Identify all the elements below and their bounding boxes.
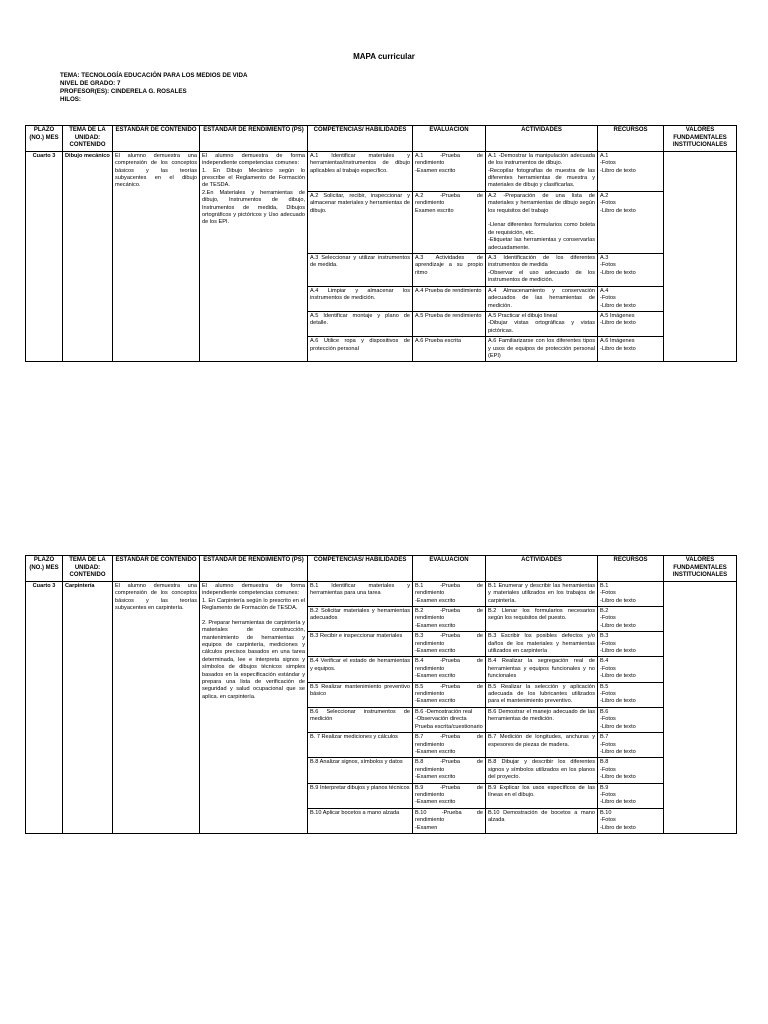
cell-recursos: A.1 -Fotos -Libro de texto xyxy=(598,151,664,191)
document-title: MAPA curricular xyxy=(353,52,415,61)
cell-actividades: B.5 Realizar la selección y aplicación adecuada de los lubricantes utilizados para el mantenimiento preventivo. xyxy=(486,682,598,707)
cell-valores xyxy=(664,151,737,362)
cell-evaluacion: B.2 -Prueba de rendimiento -Examen escrito xyxy=(413,607,486,632)
cell-actividades: A.3 Identificación de los diferentes instrumentos de medida -Observar el uso adecuado de los instrumentos de medición. xyxy=(486,254,598,287)
cell-evaluacion: A.1 -Prueba de rendimiento -Examen escrito xyxy=(413,151,486,191)
col-header-estandar-rendimiento: ESTÁNDAR DE RENDIMIENTO (PS) xyxy=(200,126,308,152)
col-header-estandar-contenido: ESTÁNDAR DE CONTENIDO xyxy=(113,556,200,582)
cell-evaluacion: B.3 -Prueba de rendimiento -Examen escrito xyxy=(413,632,486,657)
cell-tema: Dibujo mecánico xyxy=(63,151,113,362)
cell-evaluacion: B.10 -Prueba de rendimiento -Examen xyxy=(413,808,486,833)
table-header-row xyxy=(26,556,737,582)
cell-recursos: B.9 -Fotos -Libro de texto xyxy=(598,783,664,808)
cell-recursos: B.5 -Fotos -Libro de texto xyxy=(598,682,664,707)
header-nivel: NIVEL DE GRADO: 7 xyxy=(60,80,121,87)
cell-actividades: A.4 Almacenamiento y conservación adecuados de las herramientas de medición. xyxy=(486,286,598,311)
cell-evaluacion: B.5 -Prueba de rendimiento -Examen escrito xyxy=(413,682,486,707)
cell-actividades: B.4 Realizar la segregación real de herramientas y equipos funcionales y no funcionales xyxy=(486,657,598,682)
cell-competencia: B.5 Realizar mantenimiento preventivo básico xyxy=(308,682,413,707)
table-body xyxy=(26,581,737,833)
cell-evaluacion: B.6 -Demostración real -Observación directa Prueba escrita/cuestionario xyxy=(413,707,486,732)
cell-recursos: B.8 -Fotos -Libro de texto xyxy=(598,758,664,783)
document-header xyxy=(60,72,247,104)
header-hilos: HILOS: xyxy=(60,96,81,103)
cell-plazo: Cuarto 3 xyxy=(26,151,63,362)
col-header-actividades: ACTIVIDADES xyxy=(486,556,598,582)
cell-competencia: B.4 Verificar el estado de herramientas y equipos. xyxy=(308,657,413,682)
col-header-actividades: ACTIVIDADES xyxy=(486,126,598,152)
col-header-tema: TEMA DE LA UNIDAD: CONTENIDO xyxy=(63,126,113,152)
cell-actividades: B.2 Llenar los formularios necesarios según los requisitos del puesto. xyxy=(486,607,598,632)
table-row xyxy=(26,151,737,191)
cell-actividades: B.6 Demostrar el manejo adecuado de las herramientas de medición. xyxy=(486,707,598,732)
col-header-plazo: PLAZO (NO.) MES xyxy=(26,556,63,582)
cell-evaluacion: B.7 -Prueba de rendimiento -Examen escrito xyxy=(413,733,486,758)
col-header-competencias: COMPETENCIAS/ HABILIDADES xyxy=(308,126,413,152)
cell-competencia: B.1 Identificar materiales y herramientas para una tarea xyxy=(308,581,413,606)
col-header-valores: VALORES FUNDAMENTALES INSTITUCIONALES xyxy=(664,556,737,582)
cell-actividades: A.1 -Demostrar la manipulación adecuada de los instrumentos de dibujo. -Recopilar fotografías de muestra de las diferentes herramientas de muestra y materiales de dibujo y clasificarlas. xyxy=(486,151,598,191)
cell-evaluacion: A.6 Prueba escrita xyxy=(413,337,486,362)
cell-actividades: A.5 Practicar el dibujo lineal -Dibujar vistas ortográficas y vistas pictóricas. xyxy=(486,311,598,336)
cell-competencia: A.5 Identificar montaje y plano de detalle. xyxy=(308,311,413,336)
cell-estandar-contenido: El alumno demuestra una comprensión de los conceptos básicos y las teorías subyacentes en el dibujo mecánico. xyxy=(113,151,200,362)
cell-actividades: B.10 Demostración de bocetos a mano alzada xyxy=(486,808,598,833)
cell-competencia: B.10 Aplicar bocetos a mano alzada xyxy=(308,808,413,833)
cell-actividades: B.9 Explicar los usos específicos de las líneas en el dibujo. xyxy=(486,783,598,808)
cell-evaluacion: A.2 -Prueba de rendimiento Examen escrito xyxy=(413,191,486,253)
cell-competencia: A.1 Identificar materiales y herramientas/instrumentos de dibujo aplicables al trabajo específico. xyxy=(308,151,413,191)
cell-competencia: A.6 Utilice ropa y dispositivos de protección personal xyxy=(308,337,413,362)
cell-evaluacion: A.4 Prueba de rendimiento xyxy=(413,286,486,311)
cell-actividades: A.6 Familiarizarse con los diferentes tipos y usos de equipos de protección personal (EPI) xyxy=(486,337,598,362)
cell-recursos: B.4 -Fotos -Libro de texto xyxy=(598,657,664,682)
cell-recursos: A.6 Imágenes -Libro de texto xyxy=(598,337,664,362)
cell-plazo: Cuarto 3 xyxy=(26,581,63,833)
cell-recursos: B.6 -Fotos -Libro de texto xyxy=(598,707,664,732)
col-header-competencias: COMPETENCIAS/ HABILIDADES xyxy=(308,556,413,582)
cell-competencia: B.3 Recibir e inspeccionar materiales xyxy=(308,632,413,657)
cell-actividades: B.3 Escribir los posibles defectos y/o daños de los materiales y herramientas utilizados en carpintería xyxy=(486,632,598,657)
header-tema: TEMA: TECNOLOGÍA EDUCACIÓN PARA LOS MEDIOS DE VIDA xyxy=(60,72,248,79)
cell-actividades: A.2 -Preparación de una lista de materiales y herramientas de dibujo según los requisitos del trabajo -Llenar diferentes formularios como boleta de requisición, etc. -Etiquetar las herramientas y conservarlas adecuadamente. xyxy=(486,191,598,253)
curriculum-table-dibujo xyxy=(25,125,737,362)
cell-evaluacion: A.5 Prueba de rendimiento xyxy=(413,311,486,336)
cell-estandar-contenido: El alumno demuestra una comprensión de los conceptos básicos y las teorías subyacentes en carpintería. xyxy=(113,581,200,833)
cell-estandar-rendimiento: El alumno demuestra de forma independiente competencias comunes: 1. En Dibujo Mecánico según lo prescribe el Reglamento de Formación de TESDA. 2.En Materiales y herramientas de dibujo, Instrumentos de dibujo, Instrumentos de medida, Dibujos ortográficos y pictóricos y Uso adecuado de los EPI. xyxy=(200,151,308,362)
col-header-evaluacion: EVALUACIÓN xyxy=(413,126,486,152)
cell-evaluacion: B.1 -Prueba de rendimiento -Examen escrito xyxy=(413,581,486,606)
cell-recursos: B.1 -Fotos -Libro de texto xyxy=(598,581,664,606)
col-header-estandar-contenido: ESTÁNDAR DE CONTENIDO xyxy=(113,126,200,152)
table-header-row xyxy=(26,126,737,152)
cell-competencia: B.6 Seleccionar instrumentos de medición xyxy=(308,707,413,732)
cell-actividades: B.1 Enumerar y describir las herramientas y materiales utilizados en los trabajos de carpintería. xyxy=(486,581,598,606)
curriculum-table-carpinteria xyxy=(25,555,737,834)
col-header-evaluacion: EVALUACIÓN xyxy=(413,556,486,582)
cell-competencia: B.9 Interpretar dibujos y planos técnicos xyxy=(308,783,413,808)
cell-recursos: A.5 Imágenes -Libro de texto xyxy=(598,311,664,336)
cell-competencia: B. 7 Realizar mediciones y cálculos xyxy=(308,733,413,758)
cell-valores xyxy=(664,581,737,833)
cell-competencia: A.2 Solicitar, recibir, inspeccionar y almacenar materiales y herramientas de dibujo. xyxy=(308,191,413,253)
cell-recursos: B.10 -Fotos -Libro de texto xyxy=(598,808,664,833)
cell-actividades: B.8 Dibujar y describir los diferentes signos y símbolos utilizados en los planos del proyecto. xyxy=(486,758,598,783)
cell-tema: Carpintería xyxy=(63,581,113,833)
cell-actividades: B.7 Medición de longitudes, anchuras y espesores de piezas de madera. xyxy=(486,733,598,758)
cell-competencia: A.4 Limpiar y almacenar los instrumentos de medición. xyxy=(308,286,413,311)
cell-evaluacion: B.8 -Prueba de rendimiento -Examen escrito xyxy=(413,758,486,783)
cell-estandar-rendimiento: El alumno demuestra de forma independiente competencias comunes: 1. En Carpintería según lo prescrito en el Reglamento de Formación de TESDA. 2. Preparar herramientas de carpintería y materiales de construcción, mantenimiento de herramientas y equipos de carpintería, mediciones y cálculos precisos basados en una tarea determinada, lee e interpreta signos y símbolos de dibujos técnicos simples basados en la especificación estándar y prepara una lista de verificación de seguridad y salud ocupacional que se aplica. en carpintería. xyxy=(200,581,308,833)
col-header-valores: VALORES FUNDAMENTALES INSTITUCIONALES xyxy=(664,126,737,152)
cell-evaluacion: B.4 -Prueba de rendimiento -Examen escrito xyxy=(413,657,486,682)
cell-evaluacion: B.9 -Prueba de rendimiento -Examen escrito xyxy=(413,783,486,808)
col-header-plazo: PLAZO (NO.) MES xyxy=(26,126,63,152)
col-header-recursos: RECURSOS xyxy=(598,556,664,582)
cell-recursos: B.3 -Fotos -Libro de texto xyxy=(598,632,664,657)
cell-competencia: A.3 Seleccionar y utilizar instrumentos de medida. xyxy=(308,254,413,287)
cell-recursos: B.7 -Fotos -Libro de texto xyxy=(598,733,664,758)
col-header-recursos: RECURSOS xyxy=(598,126,664,152)
cell-recursos: A.3 -Fotos -Libro de texto xyxy=(598,254,664,287)
cell-competencia: B.8 Analizar signos, símbolos y datos xyxy=(308,758,413,783)
cell-competencia: B.2 Solicitar materiales y herramientas adecuados xyxy=(308,607,413,632)
col-header-tema: TEMA DE LA UNIDAD: CONTENIDO xyxy=(63,556,113,582)
col-header-estandar-rendimiento: ESTÁNDAR DE RENDIMIENTO (PS) xyxy=(200,556,308,582)
cell-recursos: B.2 -Fotos -Libro de texto xyxy=(598,607,664,632)
cell-recursos: A.2 -Fotos -Libro de texto xyxy=(598,191,664,253)
table-body xyxy=(26,151,737,362)
header-profesor: PROFESOR(ES): CINDERELA G. ROSALES xyxy=(60,88,187,95)
cell-evaluacion: A.3 Actividades de aprendizaje a su propio ritmo xyxy=(413,254,486,287)
table-row xyxy=(26,581,737,606)
cell-recursos: A.4 -Fotos -Libro de texto xyxy=(598,286,664,311)
